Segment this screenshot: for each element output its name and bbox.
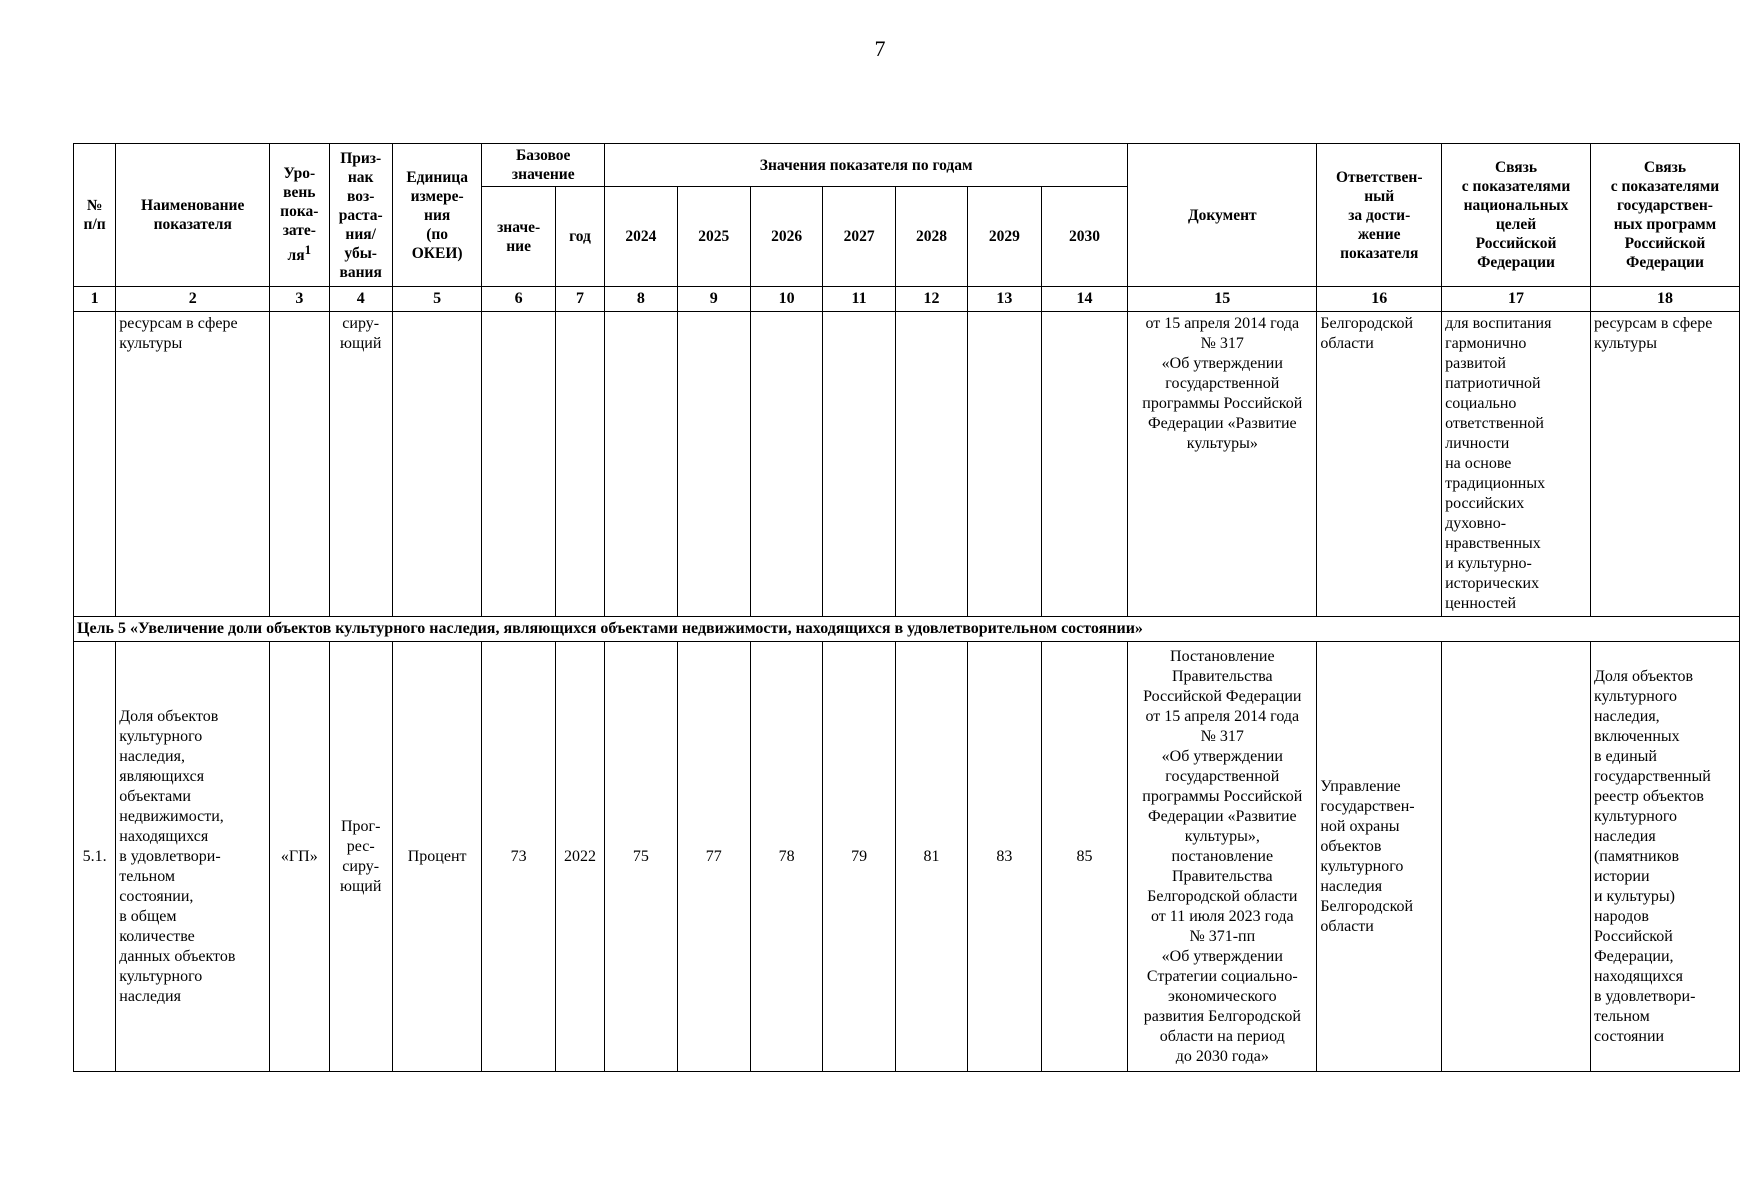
cell-base-value (482, 312, 555, 617)
column-number: 10 (750, 287, 822, 312)
cell-responsible: Белгородской области (1317, 312, 1442, 617)
cell-document: Постановление Правительства Российской Федерации от 15 апреля 2014 года № 317 «Об утверждении государственной программы Российской Федерации «Развитие культуры», постановление Правительства Белгородской области от 11 июля 2023 года № 371-пп «Об утверждении Стратегии социально- экономического развития Белгородской области на период до 2030 года» (1128, 642, 1317, 1072)
header-national-goals: Связь с показателями национальных целей Российской Федерации (1442, 144, 1591, 287)
column-number: 4 (329, 287, 392, 312)
cell-state-program: Доля объектов культурного наследия, включенных в единый государственный реестр объектов культурного наследия (памятников истории и культуры) народов Российской Федерации, находящихся в удовлетвори- тельном состоянии (1590, 642, 1739, 1072)
column-number: 9 (677, 287, 750, 312)
column-number-row (74, 287, 1740, 312)
cell-national-goal: для воспитания гармонично развитой патриотичной социально ответственной личности на основе традиционных российских духовно- нравственных и культурно- исторических ценностей (1442, 312, 1591, 617)
cell-trend: Прог- рес- сиру- ющий (329, 642, 392, 1072)
column-number: 16 (1317, 287, 1442, 312)
cell-year-value (823, 312, 895, 617)
column-number: 1 (74, 287, 116, 312)
cell-year-value (605, 312, 677, 617)
cell-unit (392, 312, 482, 617)
column-number: 18 (1590, 287, 1739, 312)
indicator-row-5-1 (74, 642, 1740, 1072)
column-number: 2 (116, 287, 270, 312)
column-number: 6 (482, 287, 555, 312)
header-year-2029: 2029 (968, 187, 1041, 287)
column-number: 5 (392, 287, 482, 312)
column-number: 15 (1128, 287, 1317, 312)
header-num: № п/п (74, 144, 116, 287)
column-number: 17 (1442, 287, 1591, 312)
goal-row (74, 617, 1740, 642)
cell-unit: Процент (392, 642, 482, 1072)
cell-trend: сиру- ющий (329, 312, 392, 617)
cell-year-value (968, 312, 1041, 617)
cell-value-2029: 83 (968, 642, 1041, 1072)
cell-value-2027: 79 (823, 642, 895, 1072)
cell-num (74, 312, 116, 617)
cell-value-2026: 78 (750, 642, 822, 1072)
header-year-2026: 2026 (750, 187, 822, 287)
header-level: Уро- вень пока- зате- $ля^1$ (270, 144, 329, 287)
cell-document: от 15 апреля 2014 года № 317 «Об утверждении государственной программы Российской Федерации «Развитие культуры» (1128, 312, 1317, 617)
continued-row (74, 312, 1740, 617)
goal-title: Цель 5 «Увеличение доли объектов культурного наследия, являющихся объектами недвижимости, находящихся в удовлетворительном состоянии» (74, 617, 1740, 642)
header-base-value: значе- ние (482, 187, 555, 287)
cell-base-year: 2022 (555, 642, 604, 1072)
header-years-group: Значения показателя по годам (605, 144, 1128, 187)
page-number: 7 (874, 36, 886, 61)
column-number: 7 (555, 287, 604, 312)
column-number: 3 (270, 287, 329, 312)
column-number: 13 (968, 287, 1041, 312)
cell-value-2030: 85 (1041, 642, 1128, 1072)
header-responsible: Ответствен- ный за дости- жение показателя (1317, 144, 1442, 287)
cell-national-goal (1442, 642, 1591, 1072)
cell-level (270, 312, 329, 617)
cell-base-value: 73 (482, 642, 555, 1072)
header-name: Наименование показателя (116, 144, 270, 287)
cell-indicator-name: Доля объектов культурного наследия, являющихся объектами недвижимости, находящихся в удовлетвори- тельном состоянии, в общем количестве данных объектов культурного наследия (116, 642, 270, 1072)
cell-base-year (555, 312, 604, 617)
header-state-programs: Связь с показателями государствен- ных программ Российской Федерации (1590, 144, 1739, 287)
column-number: 14 (1041, 287, 1128, 312)
column-number: 11 (823, 287, 895, 312)
column-number: 8 (605, 287, 677, 312)
header-year-2028: 2028 (895, 187, 967, 287)
header-document: Документ (1128, 144, 1317, 287)
cell-indicator-name: ресурсам в сфере культуры (116, 312, 270, 617)
header-year-2027: 2027 (823, 187, 895, 287)
header-unit: Единица измере- ния (по ОКЕИ) (392, 144, 482, 287)
cell-responsible: Управление государствен- ной охраны объектов культурного наследия Белгородской области (1317, 642, 1442, 1072)
cell-level: «ГП» (270, 642, 329, 1072)
cell-state-program: ресурсам в сфере культуры (1590, 312, 1739, 617)
column-number: 12 (895, 287, 967, 312)
cell-year-value (1041, 312, 1128, 617)
cell-year-value (895, 312, 967, 617)
header-base-year: год (555, 187, 604, 287)
indicators-table (73, 143, 1740, 1072)
header-row-1 (74, 144, 1740, 187)
cell-year-value (750, 312, 822, 617)
cell-value-2028: 81 (895, 642, 967, 1072)
header-year-2030: 2030 (1041, 187, 1128, 287)
cell-value-2024: 75 (605, 642, 677, 1072)
cell-value-2025: 77 (677, 642, 750, 1072)
cell-year-value (677, 312, 750, 617)
header-trend: Приз- нак воз- раста- ния/ убы- вания (329, 144, 392, 287)
header-base-group: Базовое значение (482, 144, 605, 187)
cell-num: 5.1. (74, 642, 116, 1072)
header-year-2024: 2024 (605, 187, 677, 287)
header-year-2025: 2025 (677, 187, 750, 287)
